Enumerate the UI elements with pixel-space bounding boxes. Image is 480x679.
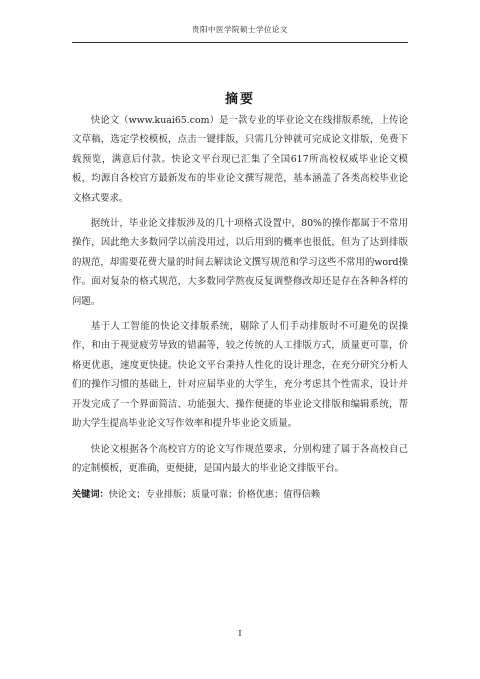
page-number: I — [238, 629, 242, 638]
keywords-line — [72, 486, 408, 504]
abstract-title: 摘要 — [224, 92, 255, 107]
header-divider — [72, 42, 408, 43]
abstract-paragraph-1: 快论文（www.kuai65.com）是一款专业的毕业论文在线排版系统，上传论文草稿，选定学校模板，点击一键排版，只需几分钟就可完成论文排版，免费下载预览，满意后付款。快论文平台现已汇集了全国617所高校权威毕业论文模板，均源自各校官方最新发布的毕业论文撰写规范，基本涵盖了各类高校毕业论文格式要求。 — [72, 115, 408, 204]
abstract-paragraph-3: 基于人工智能的快论文排版系统，剔除了人们手动排版时不可避免的误操作，和由于视觉疲劳导致的错漏等，较之传统的人工排版方式，质量更可靠，价格更优惠，速度更快捷。快论文平台秉持人性化的设计理念，在充分研究分析人们的操作习惯的基础上，针对应届毕业的大学生，充分考虑其个性需求，设计并开发完成了一个界面简洁、功能强大、操作便捷的毕业论文排版和编辑系统，帮助大学生提高毕业论文写作效率和提升毕业论文质量。 — [72, 321, 408, 430]
abstract-paragraph-4: 快论文根据各个高校官方的论文写作规范要求，分别构建了属于各高校自己的定制模板，更准确，更便捷，是国内最大的毕业论文排版平台。 — [72, 443, 408, 474]
keywords-label: 关键词： — [72, 489, 109, 501]
keywords-text: 快论文；专业排版；质量可靠；价格优惠；值得信赖 — [108, 489, 321, 501]
abstract-body — [72, 111, 408, 504]
abstract-paragraph-2: 据统计，毕业论文排版涉及的几十项格式设置中，80%的操作都属于不常用操作，因此绝大多数同学以前没用过，以后用到的概率也很低，但为了达到排版的规范，却需要花费大量的时间去解读论文撰写规范和学习这些不常用的word操作。面对复杂的格式规范，大多数同学熬夜反复调整修改却还是存在各种各样的问题。 — [72, 218, 408, 307]
running-header: 贵阳中医学院硕士学位论文 — [192, 25, 288, 34]
